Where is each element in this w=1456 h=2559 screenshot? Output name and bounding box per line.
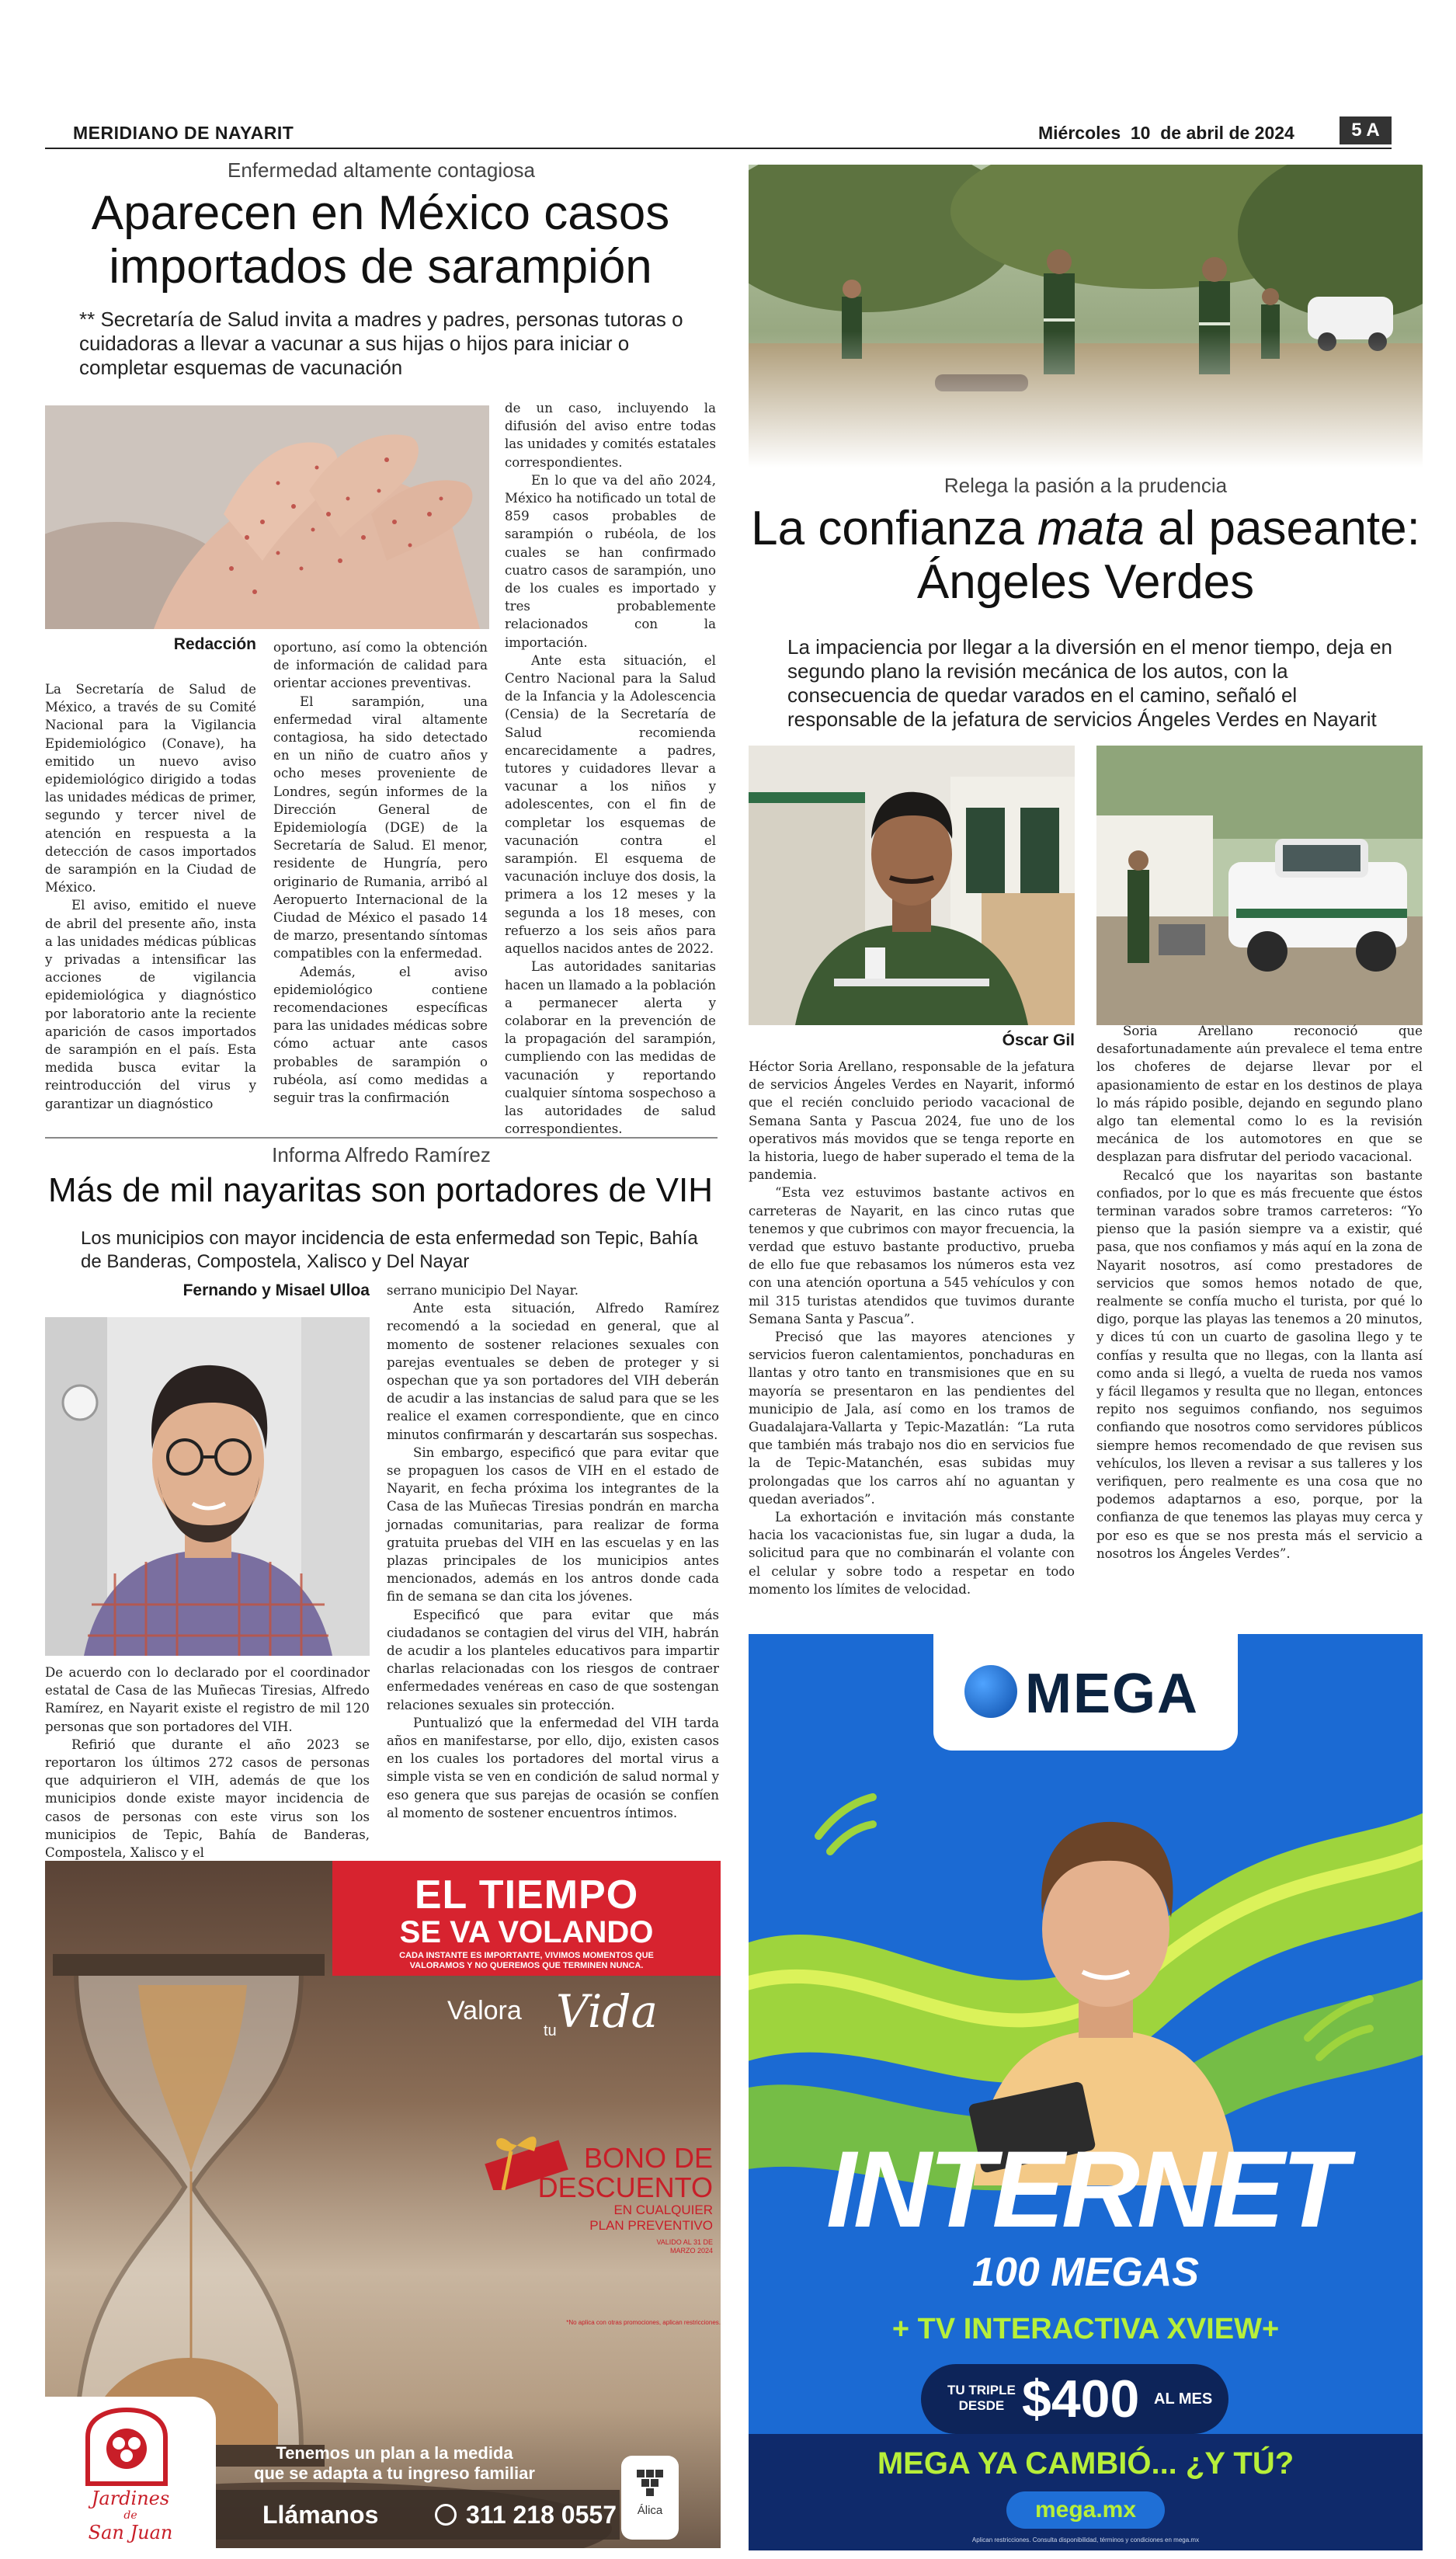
mega-slogan: MEGA YA CAMBIÓ... ¿Y TÚ? bbox=[877, 2446, 1294, 2481]
restricciones-text: *No aplica con otras promociones, aplican restricciones. bbox=[566, 2319, 721, 2326]
angeles-headline-part-a: La confianza bbox=[751, 502, 1037, 555]
jardines-headline-1: EL TIEMPO bbox=[414, 1872, 639, 1918]
brand-line-2: de bbox=[123, 2509, 137, 2522]
mega-price-pill bbox=[921, 2364, 1228, 2434]
measles-deck: ** Secretaría de Salud invita a madres y padres, personas tutoras o cuidadoras a llevar a vacunar a sus hijas o hijos para iniciar o completar esquemas de vacunación bbox=[79, 308, 683, 379]
paragraph: “Esta vez estuvimos bastante activos en carreteras de Nayarit, en las cinco rutas que tenemos y que cubrimos con mayor frecuencia, la verdad que estuvo bastante productivo, prueba de ello fue que rebasamos los números esta vez con una atención oportuna a 545 vehículos y con mil 315 turistas atendidos que tuvimos durante Semana Santa y Pascua”. bbox=[749, 1185, 1075, 1326]
mega-fine-print: Aplican restricciones. Consulta disponibilidad, términos y condiciones en mega.mx bbox=[971, 2536, 1200, 2543]
paragraph: oportuno, así como la obtención de información de calidad para orientar acciones preventivas. bbox=[273, 640, 488, 691]
paragraph: Especificó que para evitar que más ciudadanos se contagien del virus del VIH, habrán de acudir a los planteles educativos para impartir charlas relacionadas con los riesgos de contraer enfermedades venéreas en caso de que sostengan relaciones sexuales sin protección. bbox=[387, 1607, 719, 1712]
whatsapp-icon bbox=[435, 2504, 457, 2526]
mega-model-photo bbox=[943, 1751, 1269, 2185]
llamanos-label: Llámanos bbox=[262, 2501, 379, 2529]
angeles-col-2 bbox=[1096, 1022, 1423, 1563]
mega-globe-icon bbox=[964, 1665, 1017, 1718]
plan-text bbox=[200, 2443, 589, 2484]
angeles-headline-part-b: al paseante: Ángeles Verdes bbox=[916, 502, 1420, 610]
paragraph: El aviso, emitido el nueve de abril del presente año, insta a las unidades médicas públicas y privadas a intensificar las acciones de vigilancia epidemiológica y diagnóstico por laboratorio ante la reciente aparición de casos importados de sarampión en el país. Esta medida busca evitar la reintroducción del virus y garantizar un diagnóstico bbox=[45, 898, 256, 1111]
jardines-logo bbox=[45, 2397, 216, 2548]
triple-text: TU TRIPLE bbox=[947, 2383, 1016, 2397]
section-divider bbox=[45, 1137, 718, 1139]
phone-number[interactable]: 311 218 0557 bbox=[466, 2501, 617, 2529]
paragraph: Sin embargo, especificó que para evitar que se propaguen los casos de VIH en el estado de Nayarit, en fecha próxima los integrantes de la Casa de las Muñecas Tiresias pondrán en marcha jornadas comunitarias, para realizar de forma gratuita pruebas del VIH en las escuelas y en las plazas principales de los municipios antes mencionados, además en los antros donde cada fin de semana se dan cita los jóvenes. bbox=[387, 1445, 719, 1605]
vih-headline: Más de mil nayaritas son portadores de VIH bbox=[48, 1171, 713, 1209]
measles-col-2 bbox=[273, 638, 488, 1107]
valora-text: Valora bbox=[447, 1996, 522, 2025]
mega-url-button[interactable]: mega.mx bbox=[1006, 2491, 1165, 2529]
bono-sub-1: EN CUALQUIER bbox=[613, 2203, 713, 2217]
jardines-seal-icon bbox=[80, 2406, 173, 2491]
vida-text: Vida bbox=[556, 1985, 659, 2038]
paragraph: En lo que va del año 2024, México ha notificado un total de 859 casos probables de sarampión o rubéola, de los cuales se han confirmado cuatro casos de sarampión, uno de los cuales es importado y tres probablemente relacionados con la importación. bbox=[505, 472, 716, 650]
vih-portrait-photo bbox=[45, 1317, 370, 1656]
mega-logo-card bbox=[933, 1634, 1238, 1751]
paragraph: serrano municipio Del Nayar. bbox=[387, 1283, 579, 1298]
bono-descuento bbox=[519, 2144, 713, 2255]
angeles-headline bbox=[749, 502, 1423, 610]
vih-deck: Los municipios con mayor incidencia de esta enfermedad son Tepic, Bahía de Banderas, Compostela, Xalisco y Del Nayar bbox=[81, 1228, 698, 1272]
vih-byline: Fernando y Misael Ulloa bbox=[182, 1281, 370, 1299]
bono-sub-2: PLAN PREVENTIVO bbox=[589, 2218, 713, 2233]
bono-line-1: BONO DE bbox=[583, 2142, 713, 2174]
brand-line-3: San Juan bbox=[88, 2522, 173, 2543]
paragraph: Soria Arellano reconoció que desafortunadamente aún prevalece el tema entre los choferes de dejarse llevar por el apasionamiento de estar en los destinos de playa lo más rápido posible, dejando en segundo plano algo tan elemental como lo es la revisión mecánica de los automotores en que se desplazan para disfrutar del periodo vacacional. bbox=[1096, 1024, 1423, 1165]
vih-col-2 bbox=[387, 1281, 719, 1822]
angeles-col-1 bbox=[749, 1058, 1075, 1598]
angeles-photo-credit: Óscar Gil bbox=[1002, 1031, 1075, 1049]
jardines-red-banner bbox=[332, 1861, 721, 1976]
desde-text: DESDE bbox=[958, 2398, 1005, 2413]
contact-bar[interactable] bbox=[216, 2490, 620, 2540]
measles-kicker: Enfermedad altamente contagiosa bbox=[227, 158, 536, 182]
angeles-portrait-photo bbox=[749, 746, 1075, 1025]
mega-speed: 100 MEGAS bbox=[972, 2250, 1199, 2295]
paragraph: de un caso, incluyendo la difusión del aviso entre todas las unidades y comités estatales correspondientes. bbox=[505, 401, 716, 470]
page-header bbox=[71, 116, 1392, 151]
paragraph: La exhortación e invitación más constante hacia los vacacionistas fue, sin lugar a duda, la solicitud para que no combinarán el volante con el celular y sobre todo a respetar en todo momento los límites de velocidad. bbox=[749, 1510, 1075, 1597]
alica-logo bbox=[621, 2456, 679, 2540]
plan-line-2: que se adapta a tu ingreso familiar bbox=[254, 2463, 535, 2483]
paragraph: Ante esta situación, el Centro Nacional para la Salud de la Infancia y la Adolescencia (Censia) de la Secretaría de Salud recomienda encarecidamente a padres, tutores y cuidadores llevar a vacunar a los niños y adolescentes, con el fin de completar los esquemas de vacunación contra el sarampión. El esquema de vacunación incluye dos dosis, la primera a los 12 meses y la segunda a los 18 meses, con refuerzo a los seis años para aquellos nacidos antes de 2022. bbox=[505, 652, 716, 957]
paragraph: Refirió que durante el año 2023 se reportaron los últimos 272 casos de personas que adquirieron el VIH, además de que los municipios donde existe mayor incidencia de casos de personas con este virus son los municipios de Tepic, Bahía de Banderas, Compostela, Xalisco y el bbox=[45, 1737, 370, 1861]
valido-text: VALIDO AL 31 DE MARZO 2024 bbox=[656, 2238, 713, 2255]
paragraph: El sarampión, una enfermedad viral altamente contagiosa, ha sido detectado en un niño de cuatro años y ocho meses proveniente de Londres, según informes de la Dirección General de Epidemiología (DGE) de la Secretaría de Salud. El menor, residente de Hungría, pero originario de Rumania, arribó al Aeropuerto Internacional de la Ciudad de México el pasado 14 de marzo, presentando síntomas compatibles con la enfermedad. bbox=[273, 694, 488, 961]
paper-name: MERIDIANO DE NAYARIT bbox=[73, 123, 294, 143]
angeles-headline-emphasis: mata bbox=[1037, 502, 1145, 555]
valora-tu-vida bbox=[447, 1985, 659, 2055]
angeles-truck-photo bbox=[1096, 746, 1423, 1025]
issue-date: Miércoles 10 de abril de 2024 bbox=[1038, 123, 1294, 143]
measles-col-3 bbox=[505, 399, 716, 1138]
measles-headline: Aparecen en México casos importados de sarampión bbox=[91, 186, 670, 294]
paragraph: Puntualizó que la enfermedad del VIH tarda años en manifestarse, por ello, dijo, existen casos en los cuales los portadores del mortal virus a simple vista se ven en condición de salud normal y eso genera que sus parejas de ocasión se confíen al momento de sostener encuentros íntimos. bbox=[387, 1715, 719, 1820]
tu-text: tu bbox=[544, 2022, 557, 2039]
angeles-top-photo bbox=[749, 165, 1423, 468]
vih-kicker: Informa Alfredo Ramírez bbox=[272, 1143, 491, 1167]
angeles-kicker: Relega la pasión a la prudencia bbox=[943, 474, 1228, 497]
tu-triple-label bbox=[947, 2383, 1016, 2414]
jardines-brand bbox=[45, 2490, 216, 2541]
paragraph: Héctor Soria Arellano, responsable de la jefatura de servicios Ángeles Verdes en Nayarit, informó que el recién concluido periodo vacacional de Semana Santa y Pascua 2024, fue uno de los operativos más movidos que se tenga reporte en la historia, luego de haber superado el tema de la pandemia. bbox=[749, 1059, 1075, 1183]
vih-col-1 bbox=[45, 1664, 370, 1862]
mega-internet: INTERNET bbox=[826, 2128, 1345, 2250]
measles-photo bbox=[45, 405, 489, 629]
mega-tv: + TV INTERACTIVA XVIEW+ bbox=[891, 2313, 1280, 2345]
bono-line-2: DESCUENTO bbox=[537, 2171, 713, 2203]
mega-ad[interactable] bbox=[749, 1634, 1423, 2550]
alica-cube-icon bbox=[632, 2465, 668, 2501]
alica-text: Álica bbox=[637, 2504, 663, 2517]
page-number: 5 A bbox=[1340, 116, 1392, 144]
paragraph: De acuerdo con lo declarado por el coordinador estatal de Casa de las Muñecas Tiresias, Alfredo Ramírez, en Nayarit existe el registro de mil 120 personas que son portadores del VIH. bbox=[45, 1665, 370, 1734]
paragraph: La Secretaría de Salud de México, a través de su Comité Nacional para la Vigilancia Epidemiológico (Conave), ha emitido un nuevo aviso epidemiológico dirigido a todas las unidades médicas de primer, segundo y tercer nivel de atención en respuesta a la detección de casos importados de sarampión en la Ciudad de México. bbox=[45, 682, 256, 895]
paragraph: Ante esta situación, Alfredo Ramírez recomendó a la sociedad en general, que al momento de sostener relaciones sexuales con parejas eventuales se deben de proteger y si ospechan que ya son portadores del VIH deberán de acudir a las instancias de salud para que se les realice el examen correspondiente, que en cinco minutos confirmarán y descartarán sus sospechas. bbox=[387, 1301, 719, 1442]
jardines-headline-2: SE VA VOLANDO bbox=[399, 1915, 654, 1949]
paragraph: Precisó que las mayores atenciones y servicios fueron calentamientos, ponchaduras en llantas y otro tanto en transmisiones que en su mayoría se presentaron en las pendientes del municipio de Jala, así como en los tramos de Guadalajara-Vallarta y Tepic-Mazatlán: “La ruta que también más trabajo nos dio en servicios fue la de Tepic-Matanchén, esas subidas muy prolongadas que los carros ahí no aguantan y quedan averiados”. bbox=[749, 1330, 1075, 1507]
brand-line-1: Jardines bbox=[91, 2488, 170, 2509]
mega-price: $400 bbox=[1022, 2370, 1140, 2429]
paragraph: Las autoridades sanitarias hacen un llamado a la población a permanecer alerta y colaborar en la prevención de la propagación del sarampión, cumpliendo con las medidas de vacunación y reportando cualquier síntoma sospechoso a las autoridades de salud correspondientes. bbox=[505, 959, 716, 1137]
header-rule bbox=[45, 148, 1392, 149]
angeles-deck: La impaciencia por llegar a la diversión en el menor tiempo, deja en segundo plano la revisión mecánica de los autos, con la consecuencia de quedar varados en el camino, señaló el responsable de la jefatura de servicios Ángeles Verdes en Nayarit bbox=[787, 635, 1392, 731]
jardines-subline: CADA INSTANTE ES IMPORTANTE, VIVIMOS MOMENTOS QUE VALORAMOS Y NO QUEREMOS QUE TERMINEN NUNCA. bbox=[399, 1951, 654, 1970]
paragraph: Recalcó que los nayaritas son bastante confiados, por lo que es más frecuente que éstos terminan varados sobre tramos carreteros: “Yo pienso que la pasión siempre va a existir, qué pasa, que nos confiamos y más aquí en la zona de Nayarit nosotros, así como prestadores de servicios que somos hemos notado de que, realmente se confía mucho el turista, por qué lo digo, porque las playas las tenemos a 20 minutos, y dices tú con un cuarto de gasolina llego y te confías y resulta que no llegas, con la llanta así como anda si llegó, a vuelta de rueda nos vamos y fácil llegamos y resulta que no llegan, entonces repito nos seguimos confiando, nos seguimos confiando que nosotros como servidores públicos siempre hemos recomendado de que revisen sus vehículos, los lleven a revisar a sus talleres y los verifiquen, pero realmente es una cosa que no podemos adaptarnos a eso, porque, por la confianza de que tenemos las playas muy cerca y por eso es que se nos presta más el servicio a nosotros los Ángeles Verdes”. bbox=[1096, 1167, 1423, 1561]
paragraph: Además, el aviso epidemiológico contiene recomendaciones específicas para las unidades médicas sobre cómo actuar ante casos probables de sarampión o rubéola, así como medidas a seguir tras la confirmación bbox=[273, 964, 488, 1106]
measles-col-1 bbox=[45, 680, 256, 1113]
mega-logo-text: MEGA bbox=[1025, 1663, 1199, 1725]
plan-line-1: Tenemos un plan a la medida bbox=[276, 2443, 513, 2463]
al-mes-text: AL MES bbox=[1154, 2390, 1213, 2408]
measles-photo-credit: Redacción bbox=[173, 635, 256, 653]
jardines-ad[interactable] bbox=[45, 1861, 721, 2548]
